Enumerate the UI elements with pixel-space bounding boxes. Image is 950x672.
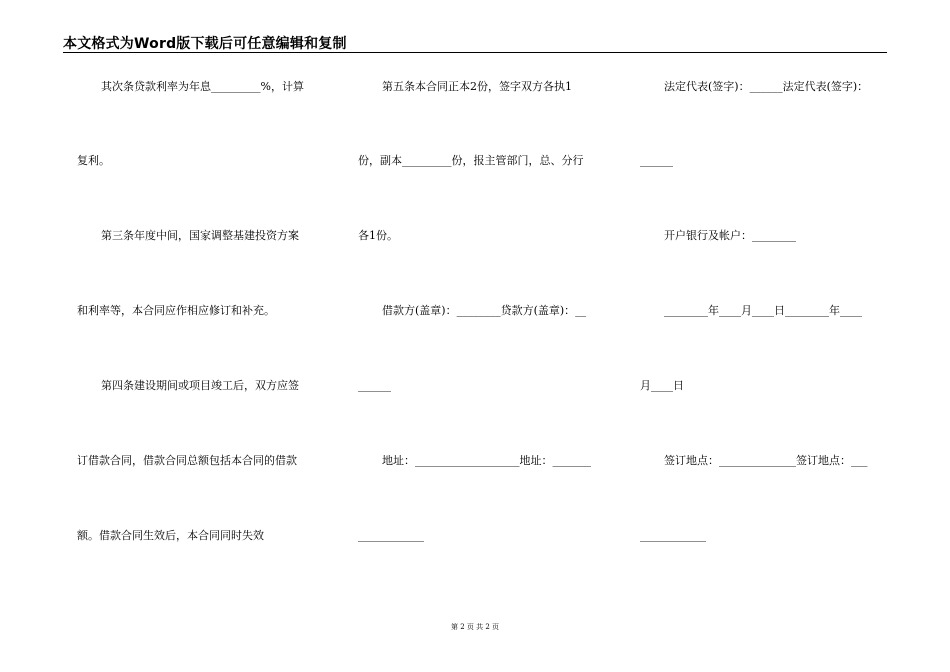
- text-line: 第五条本合同正本2份，签字双方各执1: [382, 80, 572, 93]
- text-line: 额。借款合同生效后，本合同同时失效: [77, 529, 264, 542]
- header-divider: [63, 52, 887, 53]
- text-line: 其次条贷款利率为年息_________%，计算: [101, 80, 304, 93]
- text-line: 月____日: [640, 379, 684, 392]
- text-line: 借款方(盖章)：________贷款方(盖章)：__: [382, 304, 587, 317]
- text-line: 第四条建设期间或项目竣工后，双方应签: [101, 379, 299, 392]
- text-line: 开户银行及帐户：________: [664, 229, 796, 242]
- text-line: ________年____月____日________年____: [664, 304, 862, 317]
- text-line: 各1份。: [358, 229, 398, 242]
- text-line: 第三条年度中间，国家调整基建投资方案: [101, 229, 299, 242]
- text-line: 复利。: [77, 154, 110, 167]
- text-line: ______: [358, 379, 391, 392]
- text-line: 份，副本_________份，报主管部门，总、分行: [358, 154, 584, 167]
- page-number: 第 2 页 共 2 页: [450, 623, 500, 631]
- text-line: 和利率等，本合同应作相应修订和补充。: [77, 304, 275, 317]
- text-line: 订借款合同，借款合同总额包括本合同的借款: [77, 454, 297, 467]
- page-header-title: 本文格式为Word版下载后可任意编辑和复制: [63, 36, 347, 52]
- text-line: ____________: [640, 529, 706, 542]
- text-line: 地址：___________________地址：_______: [382, 454, 591, 467]
- text-line: ______: [640, 154, 673, 167]
- text-line: 法定代表(签字)：______法定代表(签字)：: [664, 80, 869, 93]
- text-line: 签订地点：______________签订地点：___: [664, 454, 868, 467]
- text-line: ____________: [358, 529, 424, 542]
